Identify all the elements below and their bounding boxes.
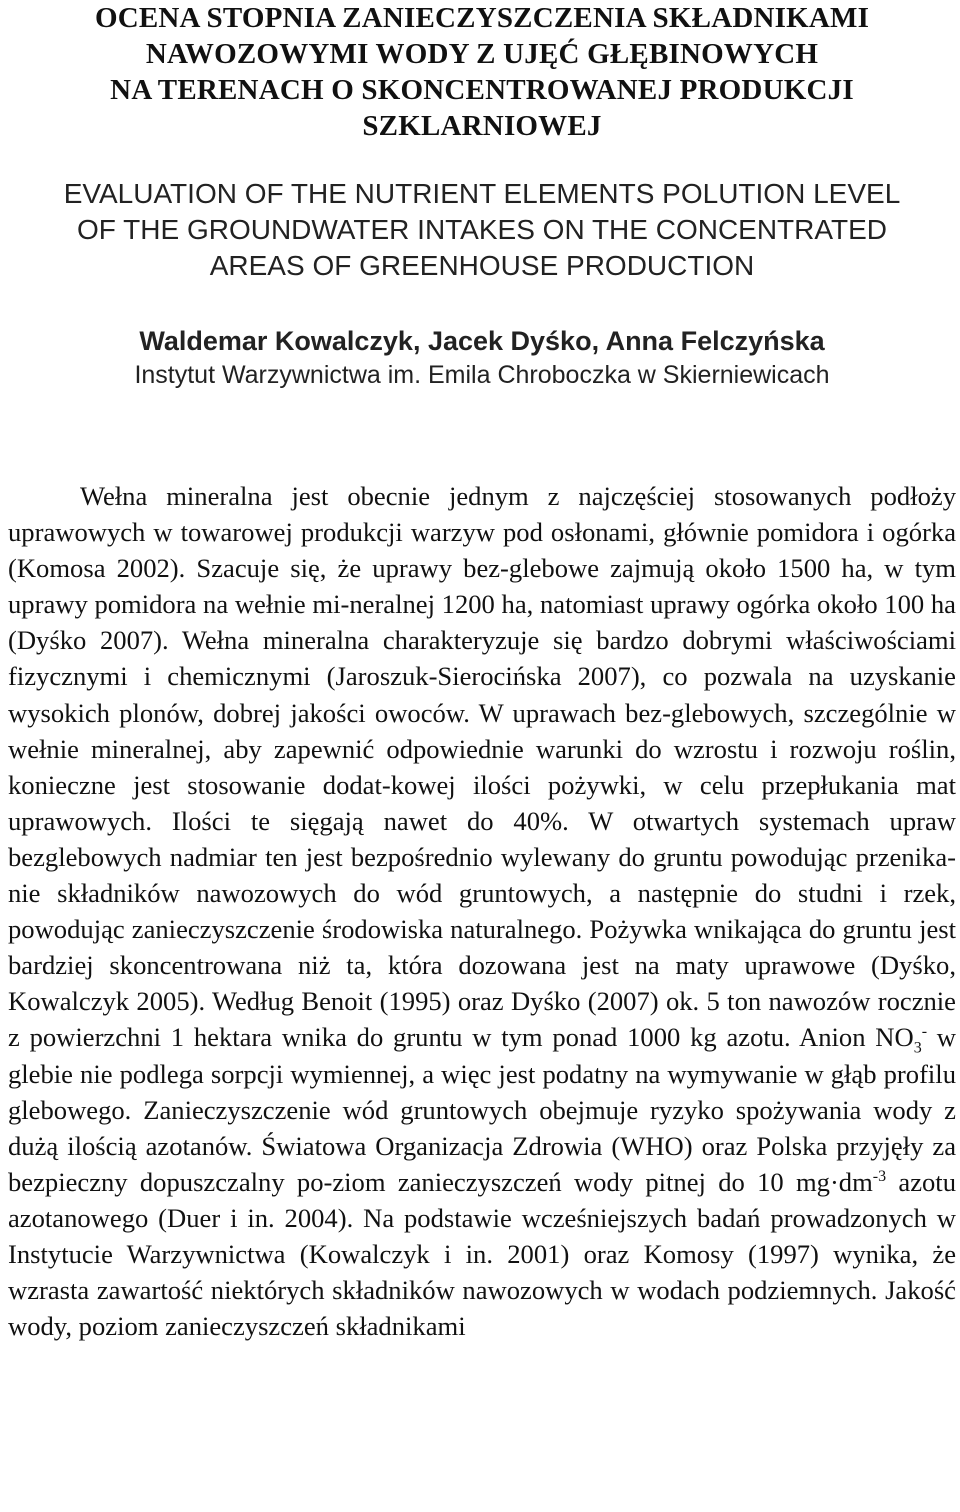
body-paragraph [8,478,956,1344]
authors: Waldemar Kowalczyk, Jacek Dyśko, Anna Felczyńska [139,326,825,356]
title-line: EVALUATION OF THE NUTRIENT ELEMENTS POLUTION LEVEL [63,178,901,209]
no3-subscript: 3 [913,1039,922,1057]
paper-page [8,0,956,1344]
title-line: NA TERENACH O SKONCENTROWANEJ PRODUKCJI [110,74,854,106]
title-line: NAWOZOWYMI WODY Z UJĘĆ GŁĘBINOWYCH [145,38,819,70]
title-line: OCENA STOPNIA ZANIECZYSZCZENIA SKŁADNIKAMI [94,2,870,34]
affiliation: Instytut Warzywnictwa im. Emila Chroboczka w Skierniewicach [134,361,830,389]
body-text-part-3: azotu azotanowego (Duer i in. 2004). Na podstawie wcześniejszych badań prowadzonych w Instytucie Warzywnictwa (Kowalczyk i in. 2001) oraz Komosy (1997) wynika, że wzrasta zawartość niektórych składników nawozowych w wodach podziemnych. Jakość wody, poziom zanieczyszczeń składnikami [8,1166,956,1342]
title-line: SZKLARNIOWEJ [362,110,602,142]
body-text-part-1: Wełna mineralna jest obecnie jednym z najczęściej stosowanych podłoży uprawowych w towarowej produkcji warzyw pod osłonami, głównie pomidora i ogórka (Komosa 2002). Szacuje się, że uprawy bez-glebowe zajmują około 1500 ha, w tym uprawy pomidora na wełnie mi-neralnej 1200 ha, natomiast uprawy ogórka około 100 ha (Dyśko 2007). Wełna mineralna charakteryzuje się bardzo dobrymi właściwościami fizycznymi i chemicznymi (Jaroszuk-Sierocińska 2007), co pozwala na uzyskanie wysokich plonów, dobrej jakości owoców. W uprawach bez-glebowych, szczególnie w wełnie mineralnej, aby zapewnić odpowiednie warunki do wzrostu i rozwoju roślin, konieczne jest stosowanie dodat-kowej ilości pożywki, w celu przepłukania mat uprawowych. Ilości te sięgają nawet do 40%. W otwartych systemach upraw bezglebowych nadmiar ten jest bezpośrednio wylewany do gruntu powodując przenika-nie składników nawozowych do wód gruntowych, a następnie do studni i rzek, powodując zanieczyszczenie środowiska naturalnego. Pożywka wnikająca do gruntu jest bardziej skoncentrowana niż ta, która dozowana jest na maty uprawowe (Dyśko, Kowalczyk 2005). Według Benoit (1995) oraz Dyśko (2007) ok. 5 ton nawozów rocznie z powierzchni 1 hektara wnika do gruntu w tym ponad 1000 kg azotu. Anion NO [8,481,956,1053]
title-line: OF THE GROUNDWATER INTAKES ON THE CONCENTRATED [77,214,887,245]
paper-title-english [8,176,956,284]
dm-superscript: -3 [872,1167,887,1185]
paper-title-polish [8,0,956,144]
body-text-part-2: w glebie nie podlega sorpcji wymiennej, a więc jest podatny na wymywanie w głąb profilu glebowego. Zanieczyszczenie wód gruntowych obejmuje ryzyko spożywania wody z dużą ilością azotanów. Światowa Organizacja Zdrowia (WHO) oraz Polska przyjęły za bezpieczny dopuszczalny po-ziom zanieczyszczeń wody pitnej do 10 mg·dm [8,1022,956,1197]
no3-superscript: - [921,1023,928,1041]
title-line: AREAS OF GREENHOUSE PRODUCTION [209,250,755,281]
